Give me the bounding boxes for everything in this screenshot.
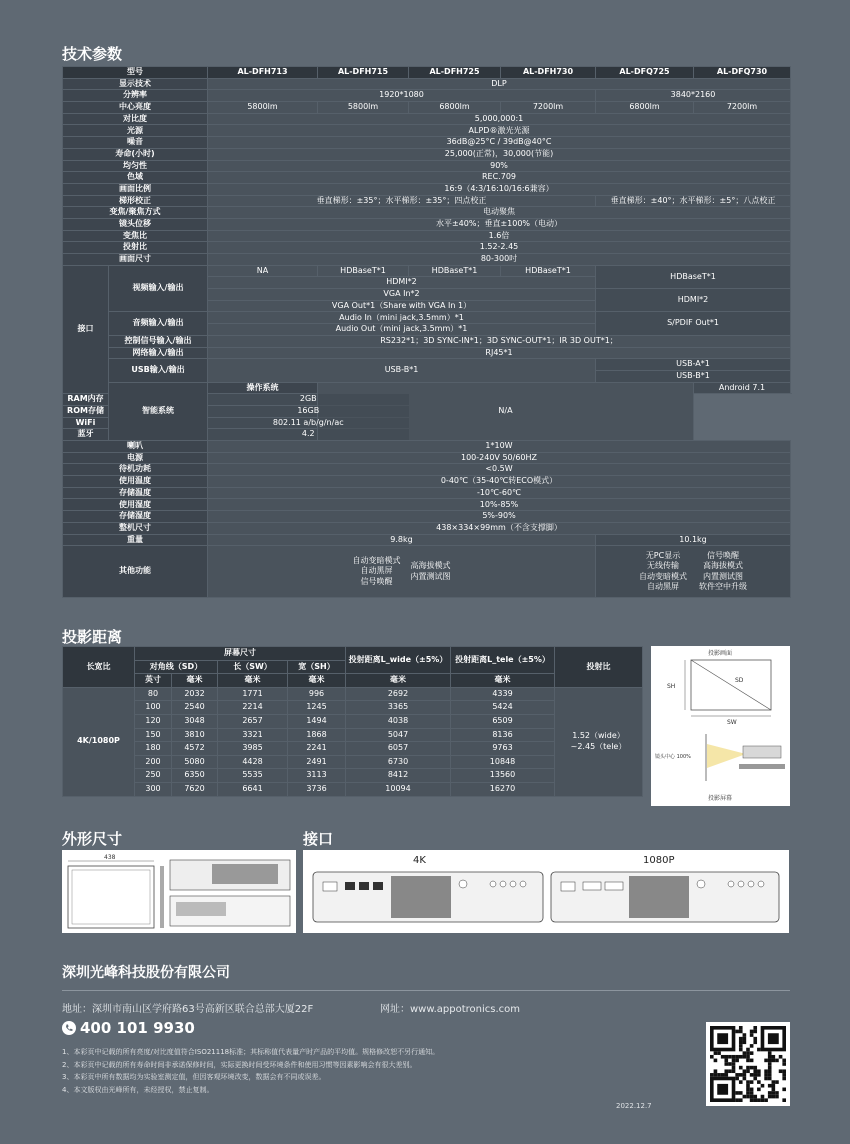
spec-label: 存储湿度 [63,511,208,523]
company-website[interactable]: 网址：www.appotronics.com [380,1004,521,1015]
table-cell: 4428 [218,755,288,769]
feature-item: 软件空中升级 [699,582,747,592]
spec-value: 7200lm [501,102,596,114]
diagram-top-label: 投影画面 [707,650,733,657]
projection-table [62,646,642,797]
spec-label: 控制信号输入/输出 [109,335,208,347]
spec-value: 7200lm [694,102,791,114]
qr-code[interactable] [706,1022,790,1106]
feature-item: 内置测试图 [410,571,451,581]
table-cell: 150 [135,728,172,742]
table-cell: 13560 [451,769,555,783]
spec-value: 6800lm [596,102,694,114]
spec-label: 使用温度 [63,476,208,488]
spec-value: 垂直梯形：±35°；水平梯形：±35°；四点校正 [208,195,596,207]
unit-inch: 英寸 [135,674,172,688]
throw-ratio-value [555,687,643,796]
spec-label: 画面比例 [63,183,208,195]
spec-value: 5%-90% [208,511,791,523]
unit-mm: 毫米 [346,674,451,688]
spec-label: RAM内存 [63,394,109,406]
spec-value: 25,000(正常)，30,000(节能) [208,148,791,160]
spec-value: 9.8kg [208,534,596,546]
table-cell: 3048 [172,714,218,728]
diagram-sh-label: SH [667,683,676,690]
table-cell: 120 [135,714,172,728]
spec-value: 水平±40%；垂直±100%（电动） [208,218,791,230]
proj-head-width: 宽（SH） [288,660,346,674]
interface-drawing-svg [303,850,789,933]
feature-item: 信号唤醒 [360,576,393,586]
spec-label: 显示技术 [63,78,208,90]
table-cell: 6730 [346,755,451,769]
proj-head-diag: 对角线（SD） [135,660,218,674]
spec-value: 80-300吋 [208,254,791,266]
diagram-sd-label: SD [735,677,744,684]
spec-label: 中心亮度 [63,102,208,114]
spec-value: 16:9（4:3/16:10/16:6兼容） [208,183,791,195]
company-name: 深圳光峰科技股份有限公司 [62,965,230,981]
table-cell: 3365 [346,701,451,715]
unit-mm: 毫米 [451,674,555,688]
table-cell: 5535 [218,769,288,783]
table-cell: 10094 [346,782,451,796]
table-cell: 80 [135,687,172,701]
table-cell: 10848 [451,755,555,769]
throw-wide: 1.52（wide） [572,731,625,741]
spec-value: ALPD®激光光源 [208,125,791,137]
aspect-value: 4K/1080P [63,687,135,796]
table-cell: 5047 [346,728,451,742]
spec-title: 技术参数 [62,45,123,63]
top-view [68,866,154,928]
feature-item: 自动黑屏 [360,566,393,576]
proj-head-long: 长（SW） [218,660,288,674]
hotline [62,1019,195,1037]
spec-value: 1.52-2.45 [208,242,791,254]
spec-value: 5800lm [208,102,318,114]
spec-value: 4.2 [208,429,409,441]
table-cell: 4339 [451,687,555,701]
table-cell: 8412 [346,769,451,783]
spec-value: HDMI*2 [596,289,791,312]
feature-item: 信号唤醒 [707,550,739,560]
footnotes [62,1046,439,1096]
feature-item: 高海拔模式 [410,561,451,571]
table-cell: 16270 [451,782,555,796]
table-shape [739,764,785,769]
model-name: AL-DFH730 [501,67,596,79]
footnote: 3、本彩页中所有数据均为实验室测定值，但因客观环境改变，数据会有不同或误差。 [62,1073,326,1081]
spec-label: USB输入/输出 [109,359,208,382]
spec-label: 其他功能 [63,546,208,598]
feature-item: 自动黑屏 [647,582,679,592]
spec-header-row [63,67,791,79]
proj-head-aspect: 长宽比 [63,647,135,688]
spec-value: S/PDIF Out*1 [596,312,791,335]
diagram-bottom-label: 投影屏幕 [707,795,733,802]
spec-value: 802.11 a/b/g/n/ac [208,417,409,429]
spec-label: 重量 [63,534,208,546]
table-cell: 2214 [218,701,288,715]
spec-value: 10.1kg [596,534,791,546]
spec-value: RS232*1；3D SYNC-IN*1；3D SYNC-OUT*1；IR 3D OUT*1； [208,335,791,347]
spec-value: -10℃-60℃ [208,487,791,499]
footer-divider [62,990,790,991]
unit-mm: 毫米 [172,674,218,688]
feature-item: 高海拔模式 [703,561,743,571]
table-cell: 5424 [451,701,555,715]
diagram-lens-label: 镜头中心 100% [655,754,691,760]
spec-value: USB-A*1 [596,359,791,371]
spec-value: 电动聚焦 [208,207,791,219]
table-cell: 6641 [218,782,288,796]
spec-value: 10%-85% [208,499,791,511]
table-cell: 7620 [172,782,218,796]
table-cell: 1245 [288,701,346,715]
spec-label: 蓝牙 [63,429,109,441]
table-cell: 9763 [451,742,555,756]
spec-value: 6800lm [409,102,501,114]
spec-header-label: 型号 [63,67,208,79]
spec-value: VGA In*2 [208,289,596,301]
spec-value: HDMI*2 [208,277,596,289]
spec-label: 均匀性 [63,160,208,172]
table-cell: 4038 [346,714,451,728]
spec-label: 梯形校正 [63,195,208,207]
spec-label: 存储温度 [63,487,208,499]
interface-group-label: 接口 [63,265,109,394]
spec-label: 色域 [63,172,208,184]
spec-value: VGA Out*1（Share with VGA In 1） [208,300,596,312]
table-cell: 200 [135,755,172,769]
spec-value: 1920*1080 [208,90,596,102]
spec-value: 3840*2160 [596,90,791,102]
spec-value: 0-40℃（35-40℃转ECO模式） [208,476,791,488]
feature-item: 无PC显示 [645,550,681,560]
spec-label: 操作系统 [208,382,318,394]
spec-label: 整机尺寸 [63,522,208,534]
table-cell: 996 [288,687,346,701]
model-name: AL-DFH713 [208,67,318,79]
spec-value: RJ45*1 [208,347,791,359]
projection-title: 投影距离 [62,628,123,646]
table-row [63,687,643,701]
feature-item: 内置测试图 [703,571,743,581]
spec-label: 对比度 [63,113,208,125]
company-address: 地址：深圳市南山区学府路63号高新区联合总部大厦22F [62,1004,314,1015]
spec-value: 90% [208,160,791,172]
spec-label: 镜头位移 [63,218,208,230]
spec-value: HDBaseT*1 [596,265,791,288]
feature-item: 无线传输 [647,561,679,571]
spec-value: HDBaseT*1 [501,265,596,277]
spec-value: 2GB [208,394,409,406]
spec-value: 100-240V 50/60HZ [208,452,791,464]
feature-item: 自动变暗模式 [352,555,401,565]
spec-label: 变焦/聚焦方式 [63,207,208,219]
spec-value: Audio In（mini jack,3.5mm）*1 [208,312,596,324]
interface-1080p-label: 1080P [643,855,675,866]
spec-value: HDBaseT*1 [318,265,409,277]
spec-label: WiFi [63,417,109,429]
spec-label: 音频输入/输出 [109,312,208,335]
phone-icon [62,1021,76,1035]
spec-value: 5800lm [318,102,409,114]
spec-label: 喇叭 [63,441,208,453]
table-cell: 5080 [172,755,218,769]
qr-pattern [706,1022,790,1106]
footnote: 1、本彩页中记载的所有亮度/对比度值符合ISO21118标准；其标称值代表量产时产品的平均值。规格修改恕不另行通知。 [62,1048,440,1056]
table-cell: 3321 [218,728,288,742]
phone-number[interactable]: 400 101 9930 [80,1019,195,1037]
other-features-fhd [208,546,596,598]
spec-label: 寿命(小时) [63,148,208,160]
spec-label: 使用湿度 [63,499,208,511]
spec-value: USB-B*1 [208,359,596,382]
spec-label: 变焦比 [63,230,208,242]
other-features-uhd [596,546,791,598]
print-date: 2022.12.7 [616,1102,652,1110]
unit-mm: 毫米 [288,674,346,688]
spec-value: 5,000,000:1 [208,113,791,125]
table-cell: 2692 [346,687,451,701]
dimension-drawing [62,850,296,933]
feature-item: 自动变暗模式 [639,571,687,581]
proj-head-wide: 投射距离L_wide（±5%） [346,647,451,674]
table-cell: 2032 [172,687,218,701]
spec-label: 电源 [63,452,208,464]
table-cell: 3810 [172,728,218,742]
spec-value: 16GB [208,405,409,417]
model-name: AL-DFH715 [318,67,409,79]
spec-value: 垂直梯形：±40°；水平梯形：±5°；八点校正 [596,195,791,207]
spec-label: ROM存储 [63,405,109,417]
footnote: 4、本文版权由光峰所有，未经授权，禁止复制。 [62,1085,214,1094]
model-name: AL-DFH725 [409,67,501,79]
table-cell: 6509 [451,714,555,728]
table-cell: 6057 [346,742,451,756]
table-cell: 2657 [218,714,288,728]
projection-diagram-svg [651,646,790,806]
proj-head-screen: 屏幕尺寸 [135,647,346,661]
interface-title: 接口 [303,830,334,848]
table-cell: 8136 [451,728,555,742]
spec-label: 光源 [63,125,208,137]
table-cell: 100 [135,701,172,715]
table-cell: 2491 [288,755,346,769]
table-cell: 1771 [218,687,288,701]
dim-width-label: 438 [104,854,116,861]
table-cell: 3736 [288,782,346,796]
model-name: AL-DFQ725 [596,67,694,79]
spec-value: <0.5W [208,464,791,476]
spec-label: 网络输入/输出 [109,347,208,359]
spec-value: Android 7.1 [694,382,791,394]
spec-value: 1.6倍 [208,230,791,242]
spec-value: USB-B*1 [596,370,791,382]
table-cell: 180 [135,742,172,756]
spec-label: 投射比 [63,242,208,254]
table-cell: 2540 [172,701,218,715]
spec-value: HDBaseT*1 [409,265,501,277]
spec-label: 画面尺寸 [63,254,208,266]
spec-value: N/A [318,382,694,440]
dimension-drawing-svg [62,850,296,933]
dimensions-title: 外形尺寸 [62,830,123,848]
table-cell: 1868 [288,728,346,742]
table-cell: 6350 [172,769,218,783]
table-cell: 3113 [288,769,346,783]
spec-table [62,66,790,598]
unit-mm: 毫米 [218,674,288,688]
table-cell: 2241 [288,742,346,756]
table-cell: 300 [135,782,172,796]
proj-head-throw: 投射比 [555,647,643,688]
proj-head-tele: 投射距离L_tele（±5%） [451,647,555,674]
spec-label: 待机功耗 [63,464,208,476]
table-cell: 4572 [172,742,218,756]
spec-value: Audio Out（mini jack,3.5mm）*1 [208,324,596,336]
footnote: 2、本彩页中记载的所有寿命时间非承诺保修时间，实际更换时间受环境条件和使用习惯等因素影响会有很大差别。 [62,1060,417,1069]
table-cell: 250 [135,769,172,783]
smart-group-label: 智能系统 [109,382,208,440]
throw-tele: ~2.45（tele） [570,741,627,751]
spec-value: 1*10W [208,441,791,453]
interface-drawing [303,850,789,933]
spec-label: 视频输入/输出 [109,265,208,312]
spec-label: 噪音 [63,137,208,149]
table-cell: 3985 [218,742,288,756]
model-name: AL-DFQ730 [694,67,791,79]
projection-diagram [651,646,790,806]
table-cell: 1494 [288,714,346,728]
spec-value: NA [208,265,318,277]
diagram-sw-label: SW [727,719,737,726]
spec-value: 36dB@25°C / 39dB@40°C [208,137,791,149]
spec-value: DLP [208,78,791,90]
spec-label: 分辨率 [63,90,208,102]
projector-shape [743,746,781,758]
spec-value: 438×334×99mm（不含支撑脚） [208,522,791,534]
interface-4k-label: 4K [413,855,426,866]
spec-value: REC.709 [208,172,791,184]
